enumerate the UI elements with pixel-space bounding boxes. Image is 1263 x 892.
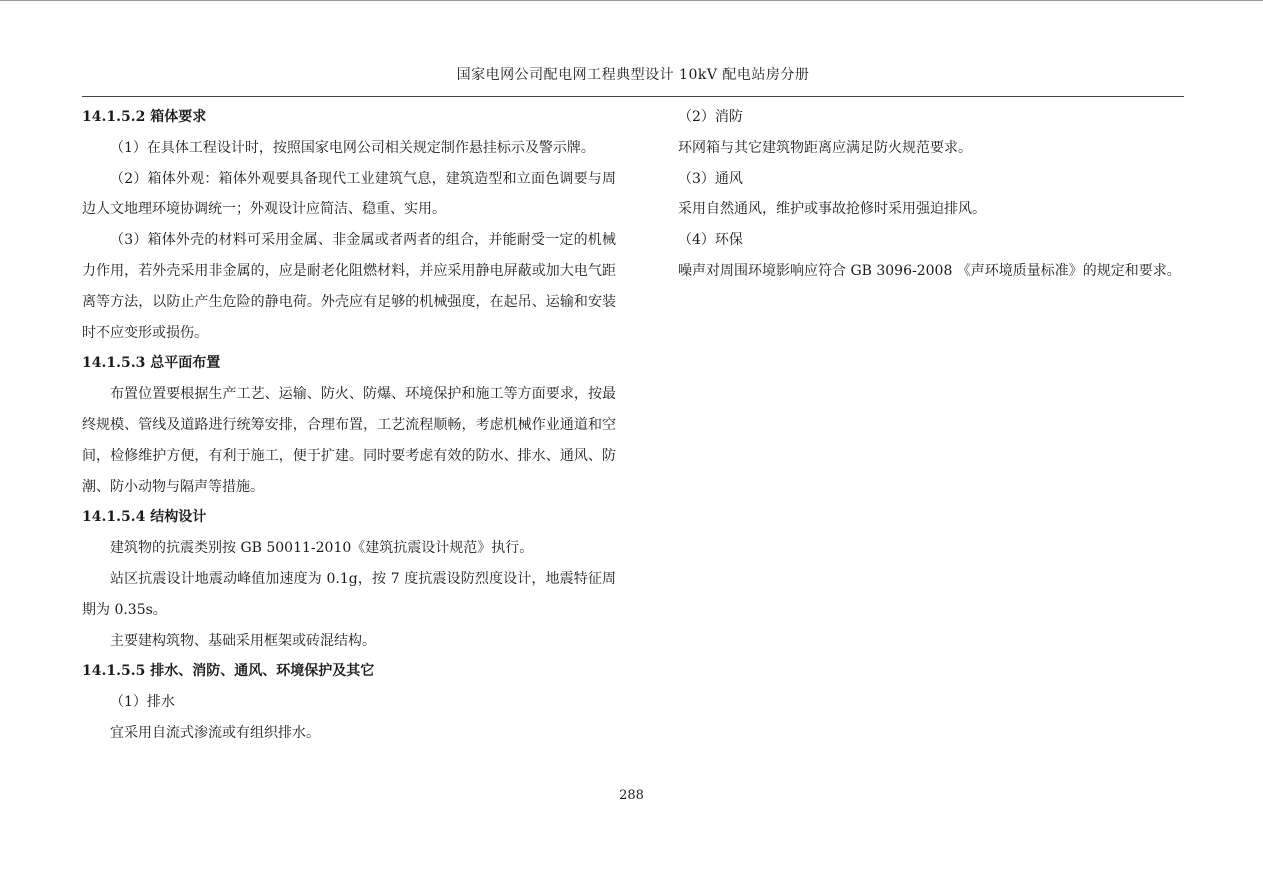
paragraph: （1）排水 [110,694,175,711]
paragraph: 建筑物的抗震类别按 GB 50011-2010《建筑抗震设计规范》执行。 [110,540,534,557]
paragraph: 主要建构筑物、基础采用框架或砖混结构。 [110,632,376,649]
page-header: 国家电网公司配电网工程典型设计 10kV 配电站房分册 [456,67,810,83]
paragraph: （3）箱体外壳的材料可采用金属、非金属或者两者的组合，并能耐受一定的机械力作用，若外壳采用非金属的，应是耐老化阻燃材料，并应采用静电屏蔽或加大电气距离等方法，以防止产生危险的静电荷。外壳应有足够的机械强度，在起吊、运输和安装时不应变形或损伤。 [82,232,616,341]
paragraph: 环网箱与其它建筑物距离应满足防火规范要求。 [678,139,972,156]
paragraph: 噪声对周围环境影响应符合 GB 3096-2008 《声环境质量标准》的规定和要求。 [678,262,1181,279]
section-heading: 14.1.5.3 总平面布置 [82,355,221,372]
header-rule [82,96,1184,97]
top-border-rule [0,0,1263,1]
right-column [650,102,1184,287]
paragraph: （2）消防 [678,109,743,125]
paragraph: （4）环保 [678,232,743,249]
page-number: 288 [619,788,644,803]
paragraph: 采用自然通风，维护或事故抢修时采用强迫排风。 [678,201,986,218]
section-heading: 14.1.5.4 结构设计 [82,509,207,526]
section-heading: 14.1.5.2 箱体要求 [82,109,207,125]
section-heading: 14.1.5.5 排水、消防、通风、环境保护及其它 [82,663,375,680]
paragraph: （1）在具体工程设计时，按照国家电网公司相关规定制作悬挂标示及警示牌。 [110,139,595,156]
paragraph: 宜采用自流式渗流或有组织排水。 [110,724,320,741]
paragraph: 布置位置要根据生产工艺、运输、防火、防爆、环境保护和施工等方面要求，按最终规模、管线及道路进行统筹安排，合理布置，工艺流程顺畅，考虑机械作业通道和空间，检修维护方便，有利于施工，便于扩建。同时要考虑有效的防水、排水、通风、防潮、防小动物与隔声等措施。 [82,386,616,495]
paragraph: 站区抗震设计地震动峰值加速度为 0.1g，按 7 度抗震设防烈度设计，地震特征周期为 0.35s。 [82,570,616,618]
paragraph: （2）箱体外观：箱体外观要具备现代工业建筑气息，建筑造型和立面色调要与周边人文地理环境协调统一；外观设计应简洁、稳重、实用。 [82,170,616,218]
left-column [82,102,616,749]
paragraph: （3）通风 [678,170,743,187]
